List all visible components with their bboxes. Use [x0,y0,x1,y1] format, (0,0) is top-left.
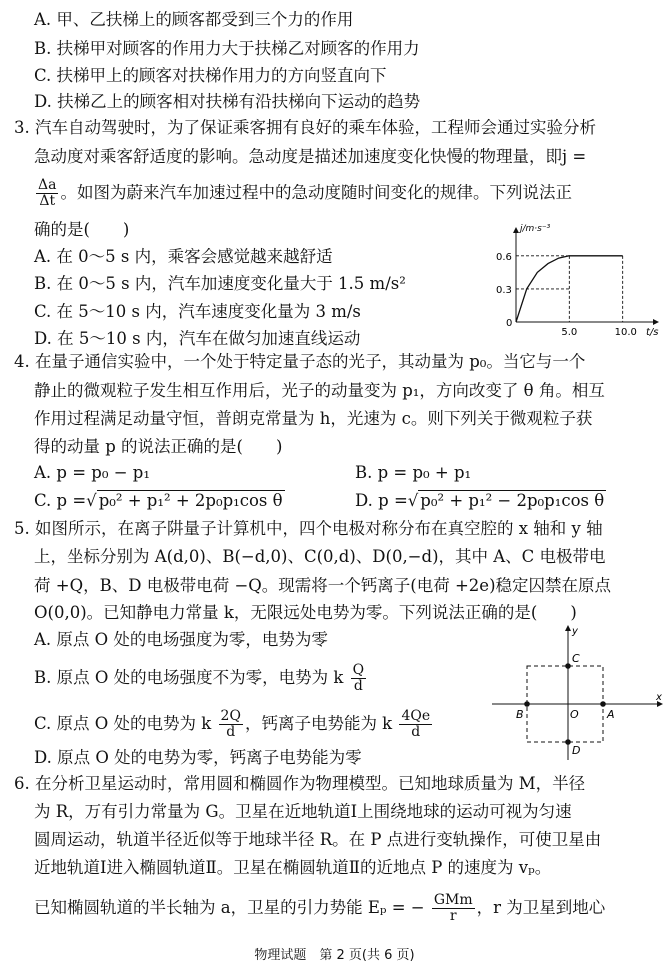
q6-stem-line5: 已知椭圆轨道的半长轴为 a，卫星的引力势能 Eₚ = − $\frac{\text{GMm}}{r}$ ，r 为卫星到地心 [34,892,606,924]
q6-stem-line3: 圆周运动，轨道半径近似等于地球半径 R。在 P 点进行变轨操作，可使卫星由 [34,830,602,849]
q4-option-d: D. p =√ p₀² + p₁² − 2p₀p₁cos θ [355,491,605,510]
q4-option-a: A. p = p₀ − p₁ [34,463,150,482]
q3-option-a: A. 在 0～5 s 内，乘客会感觉越来越舒适 [34,247,333,266]
q4-option-c: C. p =√ p₀² + p₁² + 2p₀p₁cos θ [34,491,283,510]
x-axis-label: x [656,692,662,703]
q5-option-b: B. 原点 O 处的电场强度不为零，电势为 k $\frac{Q}{d}$ [34,662,365,694]
q2-option-b: B. 扶梯甲对顾客的作用力大于扶梯乙对顾客的作用力 [34,39,420,58]
page-footer: 物理试题 第 2 页(共 6 页) [254,948,415,963]
x-tick-label: 5.0 [561,327,578,338]
q5-c-fraction-energy: $\frac{4Qe}{d}$ [401,708,431,740]
label-c: C [572,652,580,665]
electrode-c [565,663,571,669]
q3-stem-line2: 急动度对乘客舒适度的影响。急动度是描述加速度变化快慢的物理量，即j = [34,147,587,166]
q2-option-c: C. 扶梯甲上的顾客对扶梯作用力的方向竖直向下 [34,66,387,85]
q3-option-d: D. 在 5～10 s 内，汽车在做匀加速直线运动 [34,329,361,348]
q2-option-d: D. 扶梯乙上的顾客相对扶梯有沿扶梯向下运动的趋势 [34,92,421,111]
label-origin: O [570,708,579,721]
q5-stem-line1: 5. 如图所示，在离子阱量子计算机中，四个电极对称分布在真空腔的 x 轴和 y 轴 [14,519,603,538]
q5-c-fraction-potential: $\frac{2Q}{d}$ [220,708,241,740]
q3-option-c: C. 在 5～10 s 内，汽车速度变化量为 3 m/s [34,302,361,321]
q5-b-fraction: $\frac{Q}{d}$ [352,662,365,694]
sqrt-icon: √ [86,491,97,510]
q3-option-b: B. 在 0～5 s 内，汽车加速度变化量大于 1.5 m/s² [34,274,406,293]
y-tick-label: 0.3 [496,284,512,296]
q4-stem-line1: 4. 在量子通信实验中，一个处于特定量子态的光子，其动量为 p₀。当它与一个 [14,352,586,371]
q5-stem-line3: 荷 +Q，B、D 电极带电荷 −Q。现需将一个钙离子(电荷 +2e)稳定囚禁在原点 [34,576,612,595]
q3-jerk-fraction: $\frac{\Delta a}{\Delta t}$ [38,177,57,209]
x-axis-label: t/s [646,327,659,338]
q4-stem-line2: 静止的微观粒子发生相互作用后，光子的动量变为 p₁，方向改变了 θ 角。相互 [34,381,605,400]
electrode-diagram [486,622,666,762]
q4-option-b: B. p = p₀ + p₁ [355,463,472,482]
q2-option-a: A. 甲、乙扶梯上的顾客都受到三个力的作用 [34,10,354,29]
q3-stem-line3: $\frac{\Delta a}{\Delta t}$ 。如图为蔚来汽车加速过程中的急动度随时间变化的规律。下列说法正 [38,177,572,209]
q3-stem-line4: 确的是( ) [34,220,130,239]
jerk-time-graph [486,222,668,344]
q4-stem-line4: 得的动量 p 的说法正确的是( ) [34,437,283,456]
label-a: A [607,708,615,721]
q5-option-a: A. 原点 O 处的电场强度为零，电势为零 [34,630,328,649]
label-b: B [516,708,524,721]
q5-option-c: C. 原点 O 处的电势为 k $\frac{2Q}{d}$ ，钙离子电势能为 k $\frac{4Qe}{d}$ [34,708,431,740]
q6-potential-energy-fraction: $\frac{\text{GMm}}{r}$ [433,892,473,924]
y-axis-label: j/m·s⁻³ [520,224,551,234]
y-axis-label: y [572,626,578,637]
electrode-b [524,701,530,707]
sqrt-icon: √ [407,491,419,510]
q3-stem-line1: 3. 汽车自动驾驶时，为了保证乘客拥有良好的乘车体验，工程师会通过实验分析 [14,118,596,137]
q6-stem-line4: 近地轨道Ⅰ进入椭圆轨道Ⅱ。卫星在椭圆轨道Ⅱ的近地点 P 的速度为 vₚ。 [34,858,552,877]
q5-option-d: D. 原点 O 处的电势为零，钙离子电势能为零 [34,748,362,767]
q6-stem-line2: 为 R，万有引力常量为 G。卫星在近地轨道Ⅰ上围绕地球的运动可视为匀速 [34,802,572,821]
origin-label: 0 [506,318,513,329]
y-tick-label: 0.6 [496,251,512,263]
q5-stem-line4: O(0,0)。已知静电力常量 k，无限远处电势为零。下列说法正确的是( ) [34,603,577,622]
label-d: D [572,744,581,757]
electrode-a [600,701,606,707]
electrode-d [565,739,571,745]
q4-stem-line3: 作用过程满足动量守恒，普朗克常量为 h，光速为 c。则下列关于微观粒子获 [34,409,593,428]
q6-stem-line1: 6. 在分析卫星运动时，常用圆和椭圆作为物理模型。已知地球质量为 M，半径 [14,774,586,793]
q5-stem-line2: 上，坐标分别为 A(d,0)、B(−d,0)、C(0,d)、D(0,−d)，其中 A、C 电极带电 [34,547,606,566]
x-tick-label: 10.0 [614,327,637,338]
